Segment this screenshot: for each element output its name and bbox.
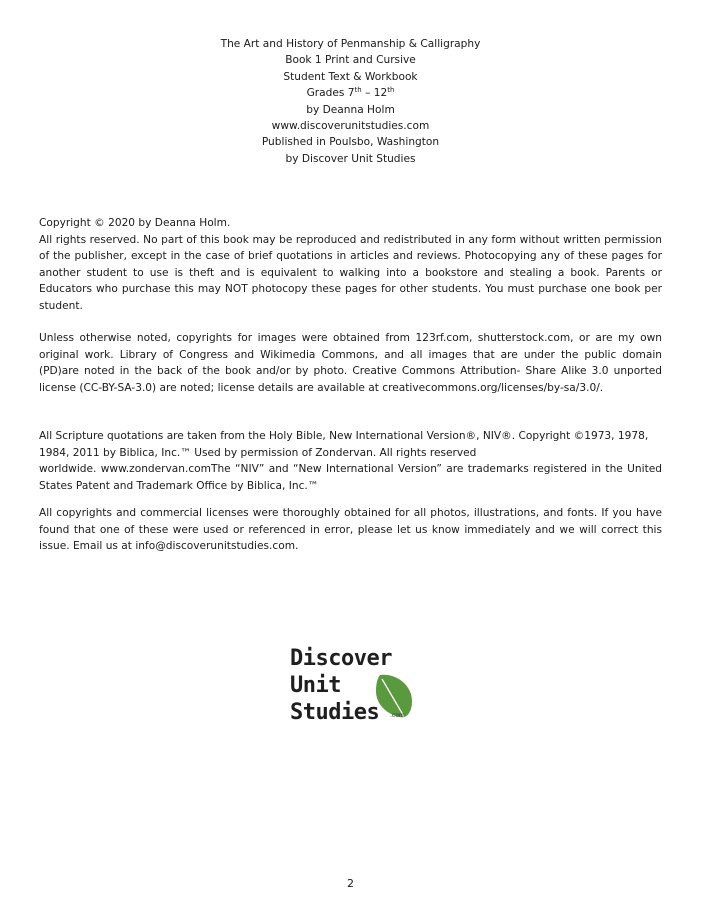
- licenses-notice-paragraph: All copyrights and commercial licenses were thoroughly obtained for all photos, illustrations, and fonts. If you have found that one of these were used or referenced in error, please let us know immediately and we will correct this issue. Email us at info@discoverunitstudies.com.: [39, 507, 662, 552]
- copyright-line: Copyright © 2020 by Deanna Holm.: [39, 217, 231, 229]
- grades-prefix: Grades 7: [306, 87, 355, 100]
- author-line: by Deanna Holm: [306, 103, 395, 116]
- copyright-section: [39, 215, 662, 314]
- scripture-notice-part1: All Scripture quotations are taken from the Holy Bible, New International Version®, NIV®. Copyright ©1973, 1978, 1984, 2011 by Biblica, Inc.™ Used by permission of Zondervan. All rights reserved: [39, 430, 649, 459]
- scripture-notice-section: [39, 428, 662, 494]
- logo-line-discover: Discover: [290, 646, 392, 671]
- licenses-notice-section: [39, 505, 662, 555]
- logo-line-studies: Studies: [290, 700, 380, 725]
- page-number: 2: [347, 877, 354, 890]
- book-type: Student Text & Workbook: [283, 70, 418, 83]
- logo-line-unit: Unit: [290, 673, 341, 698]
- website-line: www.discoverunitstudies.com: [271, 120, 430, 133]
- book-title: The Art and History of Penmanship & Calligraphy: [220, 38, 481, 50]
- publisher-line: by Discover Unit Studies: [285, 152, 416, 165]
- images-notice-section: [39, 330, 662, 396]
- grades-sup-end: th: [387, 86, 395, 95]
- grades-mid: – 12: [361, 87, 388, 100]
- scripture-notice-part2: worldwide. www.zondervan.comThe “NIV” and “New International Version” are trademarks registered in the United States Patent and Trademark Office by Biblica, Inc.™: [39, 463, 662, 492]
- discover-unit-studies-logo: [290, 645, 425, 725]
- grades-line: [0, 85, 701, 101]
- images-notice-paragraph: Unless otherwise noted, copyrights for images were obtained from 123rf.com, shutterstock.com, or are my own original work. Library of Congress and Wikimedia Commons, and all images that are under the public domain (PD)are noted in the back of the book and/or by photo. Creative Commons Attribution- Share Alike 3.0 unported license (CC-BY-SA-3.0) are noted; license details are available at creativecommons.org/licenses/by-sa/3.0/.: [39, 332, 662, 394]
- grades-sup-start: th: [354, 86, 362, 95]
- book-subtitle: Book 1 Print and Cursive: [285, 54, 416, 67]
- rights-paragraph: All rights reserved. No part of this book may be reproduced and redistributed in any form without written permission of the publisher, except in the case of brief quotations in articles and reviews. Photocopying any of these pages for another student to use is theft and is equivalent to walking into a bookstore and stealing a book. Parents or Educators who purchase this may NOT photocopy these pages for other students. You must purchase one book per student.: [39, 233, 662, 312]
- title-block: [0, 36, 701, 167]
- published-line: Published in Poulsbo, Washington: [261, 136, 440, 149]
- logo-suffix: .com: [390, 712, 405, 719]
